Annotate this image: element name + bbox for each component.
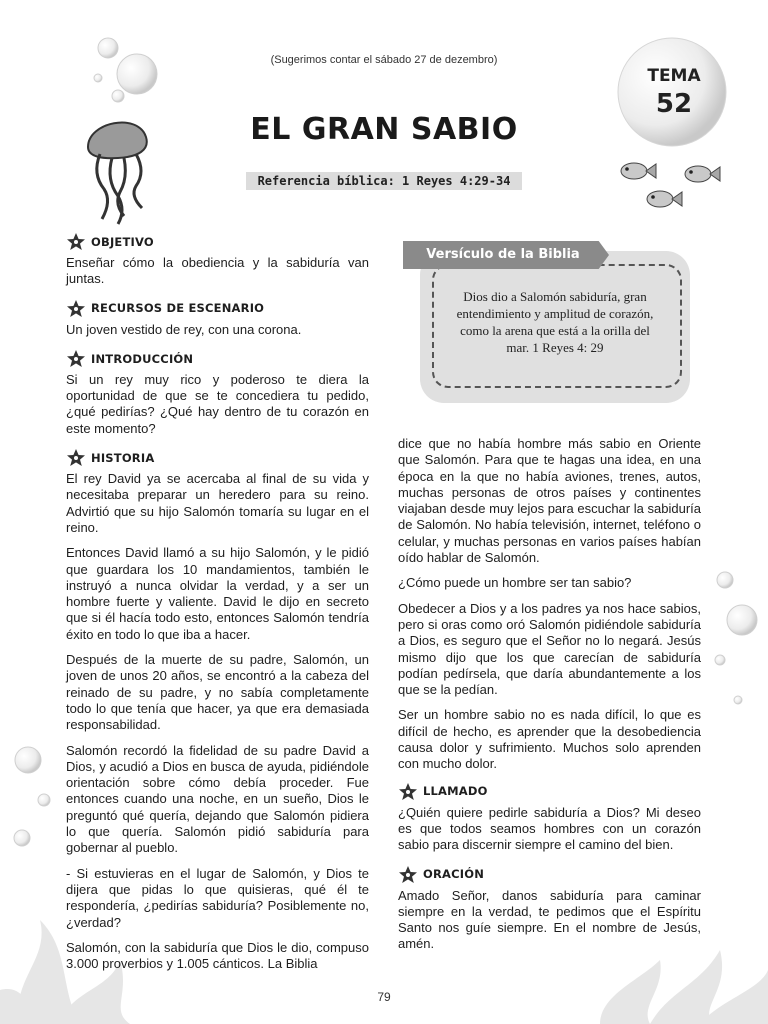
historia-paragraph: Salomón recordó la fidelidad de su padre David a Dios, y acudió a Dios en busca de ayuda, pidiéndole orientación sobre cómo debía proceder. Fue entonces cuando una noche, en un sueño, Dios le preguntó qué quería, dejando que Salomón pidiera lo que quería. Salomón pidió sabiduría para gobernar al pueblo. — [66, 742, 369, 856]
section-llamado — [398, 782, 701, 854]
page-number: 79 — [377, 990, 391, 1004]
historia-paragraph: Entonces David llamó a su hijo Salomón, y le pidió que guardara los 10 mandamientos, también le instruyó a nunca olvidar la verdad, y a ser un hombre fuerte y valiente. David le dijo en secreto que si él hacía todo esto, entonces Salomón tendría éxito en todo lo que iba a hacer. — [66, 545, 369, 642]
heading-objetivo: OBJETIVO — [91, 234, 154, 249]
heading-llamado: LLAMADO — [423, 784, 488, 799]
starfish-icon — [66, 232, 86, 252]
heading-introduccion: INTRODUCCIÓN — [91, 351, 194, 366]
section-introduccion — [66, 349, 369, 437]
bubble-icon — [715, 572, 757, 704]
text-objetivo: Enseñar cómo la obediencia y la sabiduría van juntas. — [66, 255, 369, 287]
verse-text: Dios dio a Salomón sabiduría, gran entendimiento y amplitud de corazón, como la arena que está a la orilla del mar. 1 Reyes 4: 29 — [456, 289, 654, 355]
text-llamado: ¿Quién quiere pedirle sabiduría a Dios? Mi deseo es que todos seamos hombres con un corazón sabio para discernir siempre el camino del bien. — [398, 804, 701, 853]
historia-paragraph: Después de la muerte de su padre, Salomón, un joven de unos 20 años, se encontró a la cabeza del reinado de su padre, y no sabía completamente todo lo que tenía que hacer, ya que era demasiada responsabilidad. — [66, 652, 369, 733]
text-introduccion: Si un rey muy rico y poderoso te diera la oportunidad de que se te concediera tu pedido, ¿qué pedirías? ¿Qué hay dentro de tu corazón en este momento? — [66, 371, 369, 436]
left-column — [66, 232, 369, 983]
story-paragraph: ¿Cómo puede un hombre ser tan sabio? — [398, 575, 632, 591]
verse-banner-label: Versículo de la Biblia — [426, 247, 580, 262]
story-paragraph: Ser un hombre sabio no es nada difícil, lo que es difícil de hecho, es aprender que la desobediencia causa dolor y sufrimiento. Muchos solo aprenden con mucho dolor. — [398, 707, 701, 772]
historia-paragraph: Salomón, con la sabiduría que Dios le dio, compuso 3.000 proverbios y 1.005 cánticos. La Biblia — [66, 939, 369, 972]
starfish-icon — [66, 349, 86, 369]
page-title: EL GRAN SABIO — [250, 112, 518, 147]
starfish-icon — [66, 299, 86, 319]
right-column — [398, 436, 701, 964]
section-recursos — [66, 299, 369, 338]
starfish-icon — [398, 865, 418, 885]
section-oracion — [398, 865, 701, 953]
starfish-icon — [398, 782, 418, 802]
schedule-suggestion: (Sugerimos contar el sábado 27 de dezembro) — [270, 54, 498, 66]
starfish-icon — [66, 448, 86, 468]
bubble-icon — [94, 38, 157, 102]
tema-label: TEMA — [647, 66, 701, 86]
story-paragraph: dice que no había hombre más sabio en Oriente que Salomón. Para que te hagas una idea, en una época en la que no había aviones, trenes, autos, muchas personas de otros países y continentes viajaban desde muy lejos para escuchar la sabiduría de Salomón. No había televisión, internet, teléfono o celular, y muchas personas en varios países habían oído hablar de Salomón. — [398, 436, 701, 566]
story-paragraph: Obedecer a Dios y a los padres ya nos hace sabios, pero si oras como oró Salomón pidiéndole sabiduría a Dios, es seguro que el Señor no lo negará. Jesús mismo dijo que los que carecían de sabiduría podían pedírsela, que daría abundantemente a los que se la pedían. — [398, 600, 701, 698]
bible-reference: Referencia bíblica: 1 Reyes 4:29-34 — [246, 172, 522, 190]
bubble-icon — [14, 747, 50, 846]
historia-paragraph: El rey David ya se acercaba al final de su vida y necesitaba preparar un heredero para su reino. Advirtió que su hijo Salomón tomaría su lugar en el reino. — [66, 471, 369, 535]
tema-number: 52 — [655, 89, 693, 119]
section-objetivo — [66, 232, 369, 288]
fish-icon — [621, 163, 720, 207]
text-oracion: Amado Señor, danos sabiduría para caminar siempre en la verdad, te pedimos que el Espíritu Santo nos guíe siempre. En el nombre de Jesús, amén. — [398, 887, 701, 952]
historia-paragraph: - Si estuvieras en el lugar de Salomón, y Dios te dijera que pidas lo que quisieras, qué él te respondería, ¿pedirías sabiduría? Posiblemente no, ¿verdad? — [66, 865, 369, 930]
heading-oracion: ORACIÓN — [423, 867, 485, 882]
heading-recursos: RECURSOS DE ESCENARIO — [91, 301, 265, 316]
heading-historia: HISTORIA — [91, 450, 155, 465]
text-recursos: Un joven vestido de rey, con una corona. — [66, 321, 302, 337]
section-historia — [66, 448, 369, 972]
